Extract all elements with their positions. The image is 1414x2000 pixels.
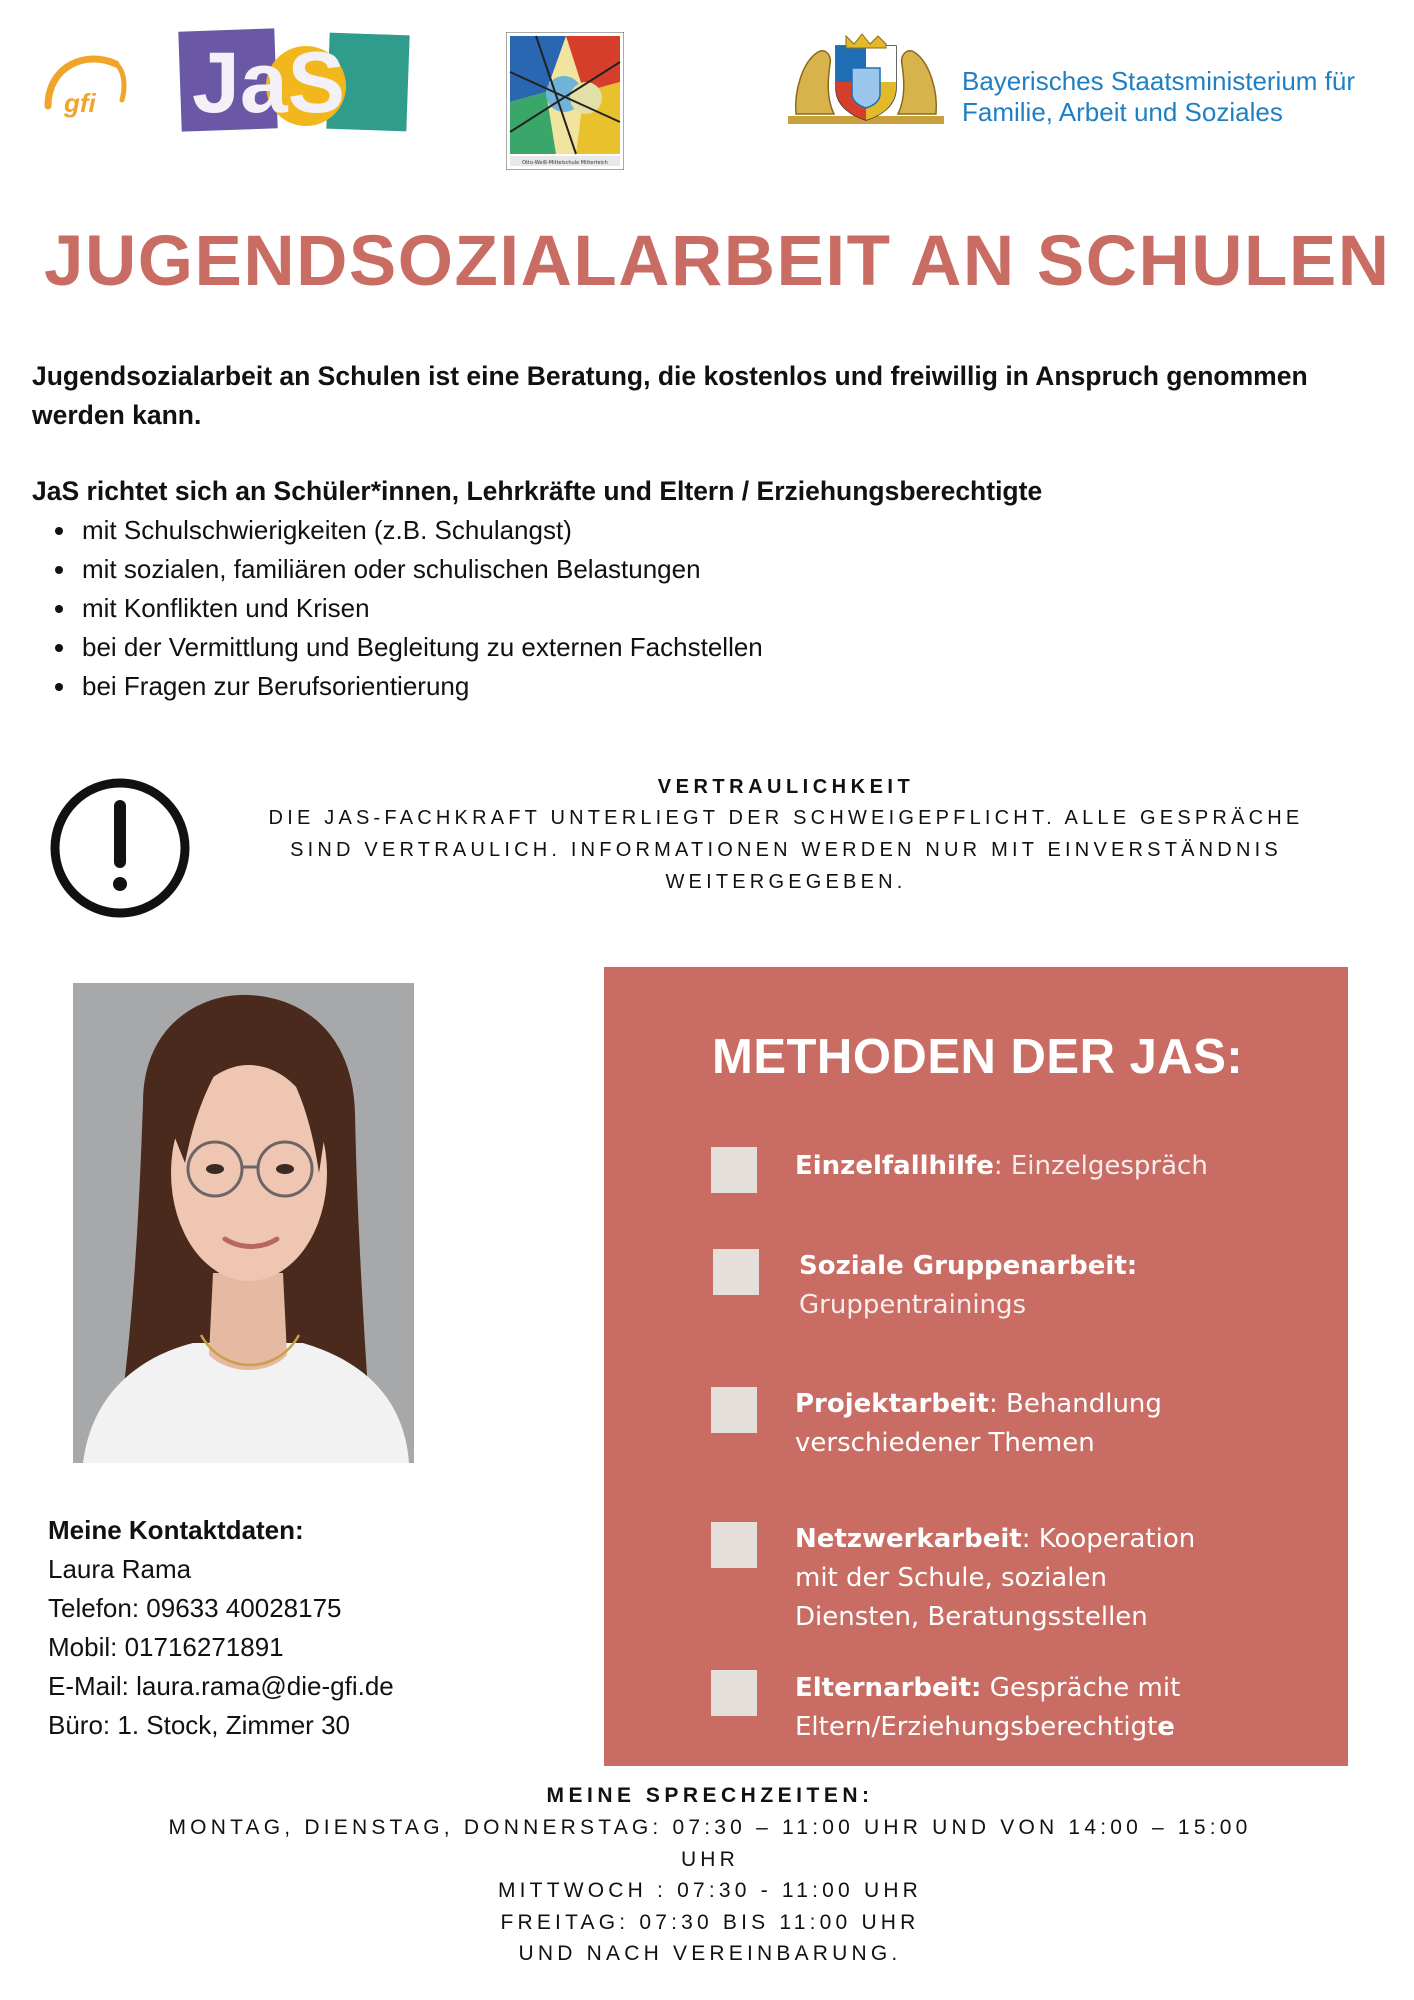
method-description: Behandlung verschiedener Themen — [795, 1389, 1162, 1458]
jas-logo-text: JaS — [192, 35, 346, 131]
school-window-logo — [506, 32, 624, 170]
contact-name: Laura Rama — [48, 1554, 192, 1584]
method-item — [795, 1669, 1235, 1747]
method-checkbox — [711, 1147, 757, 1193]
method-separator: : — [988, 1389, 1006, 1419]
ministry-name — [962, 66, 1412, 128]
ministry-line-2: Familie, Arbeit und Soziales — [962, 97, 1283, 127]
audience-item: • bei der Vermittlung und Begleitung zu externen Fachstellen — [78, 628, 1078, 667]
intro-text: Jugendsozialarbeit an Schulen ist eine Beratung, die kostenlos und freiwillig in Anspruch genommen werden kann. — [32, 361, 1308, 430]
method-description: Gespräche mit Eltern/Erziehungsberechtigt — [795, 1673, 1181, 1742]
method-description: Kooperation mit der Schule, sozialen Diensten, Beratungsstellen — [795, 1524, 1196, 1632]
method-item — [799, 1247, 1319, 1325]
confidentiality-section — [226, 772, 1346, 898]
method-checkbox — [711, 1387, 757, 1433]
gfi-logo-text: gfi — [64, 88, 96, 118]
method-name: Soziale Gruppenarbeit: — [799, 1251, 1138, 1281]
bavarian-crest-icon — [788, 32, 944, 126]
method-description-end: e — [1157, 1712, 1175, 1742]
method-name: Elternarbeit: — [795, 1673, 982, 1703]
methods-panel — [604, 967, 1348, 1766]
profile-photo — [73, 983, 414, 1463]
jas-logo — [178, 28, 410, 132]
contact-phone: Telefon: 09633 40028175 — [48, 1593, 342, 1623]
method-item — [795, 1520, 1225, 1637]
method-description: Gruppentrainings — [799, 1290, 1027, 1320]
gfi-logo — [42, 46, 128, 122]
hours-title: MEINE SPRECHZEITEN: — [546, 1784, 874, 1807]
contact-email: E-Mail: laura.rama@die-gfi.de — [48, 1671, 394, 1701]
contact-office: Büro: 1. Stock, Zimmer 30 — [48, 1710, 350, 1740]
audience-item: • mit sozialen, familiären oder schulischen Belastungen — [78, 550, 1078, 589]
page-title: JUGENDSOZIALARBEIT AN SCHULEN — [44, 222, 1391, 301]
methods-title: METHODEN DER JAS: — [712, 1030, 1244, 1084]
audience-item: • mit Konflikten und Krisen — [78, 589, 1078, 628]
method-item — [795, 1385, 1235, 1463]
method-separator: : — [993, 1151, 1011, 1181]
method-item — [795, 1147, 1315, 1186]
confidentiality-title: VERTRAULICHKEIT — [657, 776, 915, 798]
ministry-line-1: Bayerisches Staatsministerium für — [962, 66, 1356, 96]
method-name: Netzwerkarbeit — [795, 1524, 1022, 1554]
school-window-caption: Otto-Weiß-Mittelschule Mitterteich — [522, 160, 608, 166]
hours-line: MITTWOCH : 07:30 - 11:00 UHR — [497, 1879, 923, 1902]
confidentiality-text: DIE JAS-FACHKRAFT UNTERLIEGT DER SCHWEIGEPFLICHT. ALLE GESPRÄCHE SIND VERTRAULICH. INFORMATIONEN WERDEN NUR MIT EINVERSTÄNDNIS WEITERGEGEBEN. — [268, 807, 1304, 893]
exclamation-icon — [48, 776, 192, 920]
method-checkbox — [711, 1522, 757, 1568]
method-name: Projektarbeit — [795, 1389, 989, 1419]
contact-mobile: Mobil: 01716271891 — [48, 1632, 284, 1662]
method-name: Einzelfallhilfe — [795, 1151, 994, 1181]
contact-heading: Meine Kontaktdaten: — [48, 1515, 304, 1545]
hours-line: UND NACH VEREINBARUNG. — [518, 1942, 902, 1965]
hours-line: MONTAG, DIENSTAG, DONNERSTAG: 07:30 – 11:00 UHR UND VON 14:00 – 15:00 UHR — [168, 1816, 1252, 1871]
method-checkbox — [713, 1249, 759, 1295]
audience-heading: JaS richtet sich an Schüler*innen, Lehrkräfte und Eltern / Erziehungsberechtigte — [32, 476, 1043, 506]
method-checkbox — [711, 1670, 757, 1716]
consultation-hours — [130, 1780, 1290, 1970]
audience-item: • bei Fragen zur Berufsorientierung — [78, 667, 1078, 706]
audience-list — [48, 511, 1078, 706]
contact-section — [48, 1511, 568, 1745]
method-separator — [981, 1673, 989, 1703]
audience-item: • mit Schulschwierigkeiten (z.B. Schulangst) — [78, 511, 1078, 550]
method-separator: : — [1021, 1524, 1039, 1554]
hours-line: FREITAG: 07:30 BIS 11:00 UHR — [500, 1910, 920, 1934]
method-description: Einzelgespräch — [1010, 1151, 1208, 1181]
